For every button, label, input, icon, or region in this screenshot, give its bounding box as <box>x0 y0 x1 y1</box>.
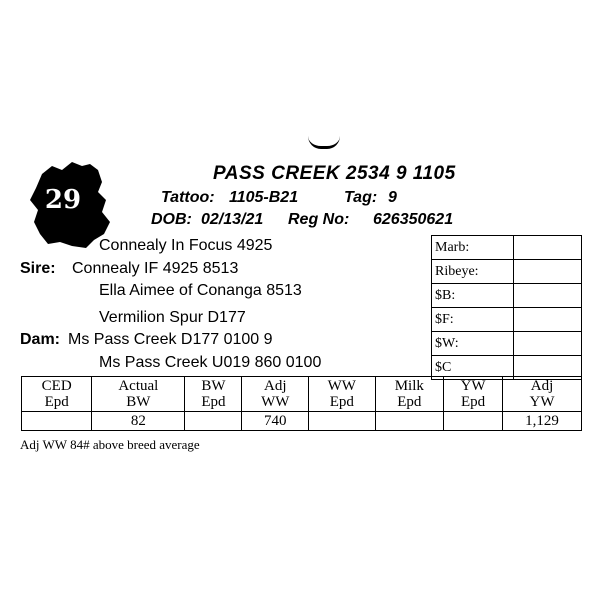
lot-number: 29 <box>44 185 82 215</box>
reg-value: 626350621 <box>373 211 454 228</box>
f-index-value <box>513 308 581 332</box>
epd-header-cell: WW Epd <box>309 377 376 412</box>
top-arc-decoration <box>308 136 340 149</box>
epd-value-adj-yw: 1,129 <box>503 412 582 431</box>
ribeye-label: Ribeye: <box>432 260 514 284</box>
epd-header-cell: Milk Epd <box>375 377 444 412</box>
dam-label: Dam: <box>20 331 61 348</box>
epd-header-cell: YW Epd <box>444 377 503 412</box>
tag-label: Tag: <box>344 189 378 206</box>
b-index-value <box>513 284 581 308</box>
table-row <box>432 236 582 260</box>
epd-value-ww <box>309 412 376 431</box>
epd-header-cell: Adj WW <box>242 377 309 412</box>
dam-name: Ms Pass Creek D177 0100 9 <box>68 331 273 348</box>
w-index-label: $W: <box>432 332 514 356</box>
epd-header-cell: Actual BW <box>92 377 185 412</box>
dob-value: 02/13/21 <box>201 211 264 228</box>
sire-sire: Connealy In Focus 4925 <box>99 237 273 254</box>
epd-value-bw <box>185 412 242 431</box>
tattoo-label: Tattoo: <box>161 189 215 206</box>
epd-header-row <box>22 377 582 412</box>
ribeye-value <box>513 260 581 284</box>
c-index-label: $C <box>432 356 514 380</box>
tag-value: 9 <box>388 189 397 206</box>
tattoo-value: 1105-B21 <box>229 189 299 206</box>
dob-label: DOB: <box>151 211 192 228</box>
epd-header-cell: CED Epd <box>22 377 92 412</box>
footnote: Adj WW 84# above breed average <box>20 437 200 452</box>
sire-label: Sire: <box>20 260 56 277</box>
dam-sire: Vermilion Spur D177 <box>99 309 246 326</box>
table-row <box>432 260 582 284</box>
w-index-value <box>513 332 581 356</box>
epd-header-cell: Adj YW <box>503 377 582 412</box>
epd-value-yw <box>444 412 503 431</box>
dam-dam: Ms Pass Creek U019 860 0100 <box>99 354 322 371</box>
epd-values-row <box>22 412 582 431</box>
animal-name: PASS CREEK 2534 9 1105 <box>213 163 456 184</box>
table-row <box>432 308 582 332</box>
epd-header-cell: BW Epd <box>185 377 242 412</box>
table-row <box>432 332 582 356</box>
b-index-label: $B: <box>432 284 514 308</box>
f-index-label: $F: <box>432 308 514 332</box>
epd-value-actual-bw: 82 <box>92 412 185 431</box>
epd-value-milk <box>375 412 444 431</box>
sire-name: Connealy IF 4925 8513 <box>72 260 239 277</box>
epd-table <box>21 376 582 431</box>
sire-dam: Ella Aimee of Conanga 8513 <box>99 282 302 299</box>
carcass-index-table <box>431 235 582 380</box>
epd-value-adj-ww: 740 <box>242 412 309 431</box>
marb-value <box>513 236 581 260</box>
epd-value-ced <box>22 412 92 431</box>
marb-label: Marb: <box>432 236 514 260</box>
reg-label: Reg No: <box>288 211 350 228</box>
table-row <box>432 284 582 308</box>
